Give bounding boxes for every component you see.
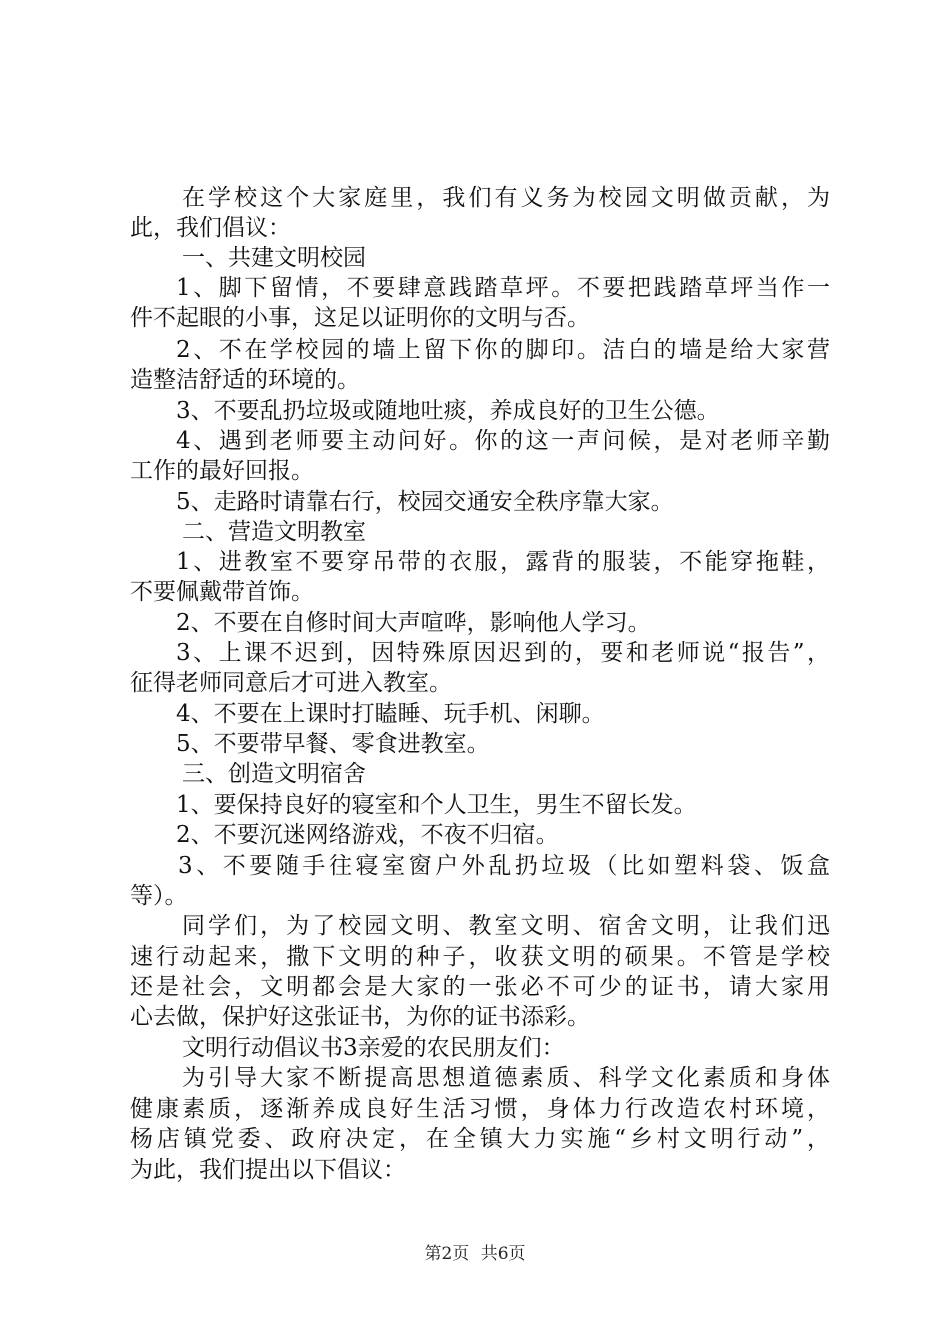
text-line: 文明行动倡议书3亲爱的农民朋友们： xyxy=(182,1035,565,1061)
text-line: 5、走路时请靠右行，校园交通安全秩序靠大家。 xyxy=(176,489,674,515)
text-line: 2、不在学校园的墙上留下你的脚印。洁白的墙是给大家营 xyxy=(176,337,830,363)
text-line: 4、不要在上课时打瞌睡、玩手机、闲聊。 xyxy=(176,701,605,727)
page-number: 第2页 xyxy=(424,1244,470,1264)
text-line: 1、进教室不要穿吊带的衣服，露背的服装，不能穿拖鞋， xyxy=(176,549,830,575)
text-line: 件不起眼的小事，这足以证明你的文明与否。 xyxy=(130,305,590,331)
text-line: 4、遇到老师要主动问好。你的这一声问候，是对老师辛勤 xyxy=(176,428,830,454)
text-line: 为此，我们提出以下倡议： xyxy=(130,1157,406,1183)
text-line: 健康素质，逐渐养成良好生活习惯，身体力行改造农村环境， xyxy=(130,1096,830,1122)
text-line: 1、要保持良好的寝室和个人卫生，男生不留长发。 xyxy=(176,792,697,818)
text-line: 3、不要乱扔垃圾或随地吐痰，养成良好的卫生公德。 xyxy=(176,398,720,424)
text-line: 心去做，保护好这张证书，为你的证书添彩。 xyxy=(130,1004,590,1030)
text-line: 同学们，为了校园文明、教室文明、宿舍文明，让我们迅 xyxy=(182,913,830,939)
text-line: 2、不要在自修时间大声喧哗，影响他人学习。 xyxy=(176,610,651,636)
section-heading: 三、创造文明宿舍 xyxy=(182,761,366,787)
text-line: 在学校这个大家庭里，我们有义务为校园文明做贡献，为 xyxy=(182,185,830,211)
text-line: 造整洁舒适的环境的。 xyxy=(130,367,360,393)
page-total: 共6页 xyxy=(480,1244,526,1264)
section-heading: 二、营造文明教室 xyxy=(182,519,366,545)
text-line: 此，我们倡议： xyxy=(130,215,291,241)
text-line: 杨店镇党委、政府决定，在全镇大力实施“乡村文明行动”， xyxy=(130,1126,830,1152)
text-line: 3、不要随手往寝室窗户外乱扔垃圾（比如塑料袋、饭盒 xyxy=(178,853,830,879)
section-heading: 一、共建文明校园 xyxy=(182,245,366,271)
text-line: 1、脚下留情，不要肆意践踏草坪。不要把践踏草坪当作一 xyxy=(176,275,830,301)
text-line: 5、不要带早餐、零食进教室。 xyxy=(176,731,490,757)
text-line: 速行动起来，撒下文明的种子，收获文明的硕果。不管是学校 xyxy=(130,944,830,970)
text-line: 为引导大家不断提高思想道德素质、科学文化素质和身体 xyxy=(182,1065,830,1091)
text-line: 征得老师同意后才可进入教室。 xyxy=(130,670,452,696)
text-line: 不要佩戴带首饰。 xyxy=(130,579,314,605)
text-line: 3、上课不迟到，因特殊原因迟到的，要和老师说“报告”， xyxy=(176,640,830,666)
text-line: 2、不要沉迷网络游戏，不夜不归宿。 xyxy=(176,822,559,848)
page-footer xyxy=(0,1243,950,1265)
text-line: 等）。 xyxy=(130,883,188,909)
text-line: 还是社会，文明都会是大家的一张必不可少的证书，请大家用 xyxy=(130,974,830,1000)
text-line: 工作的最好回报。 xyxy=(130,458,314,484)
